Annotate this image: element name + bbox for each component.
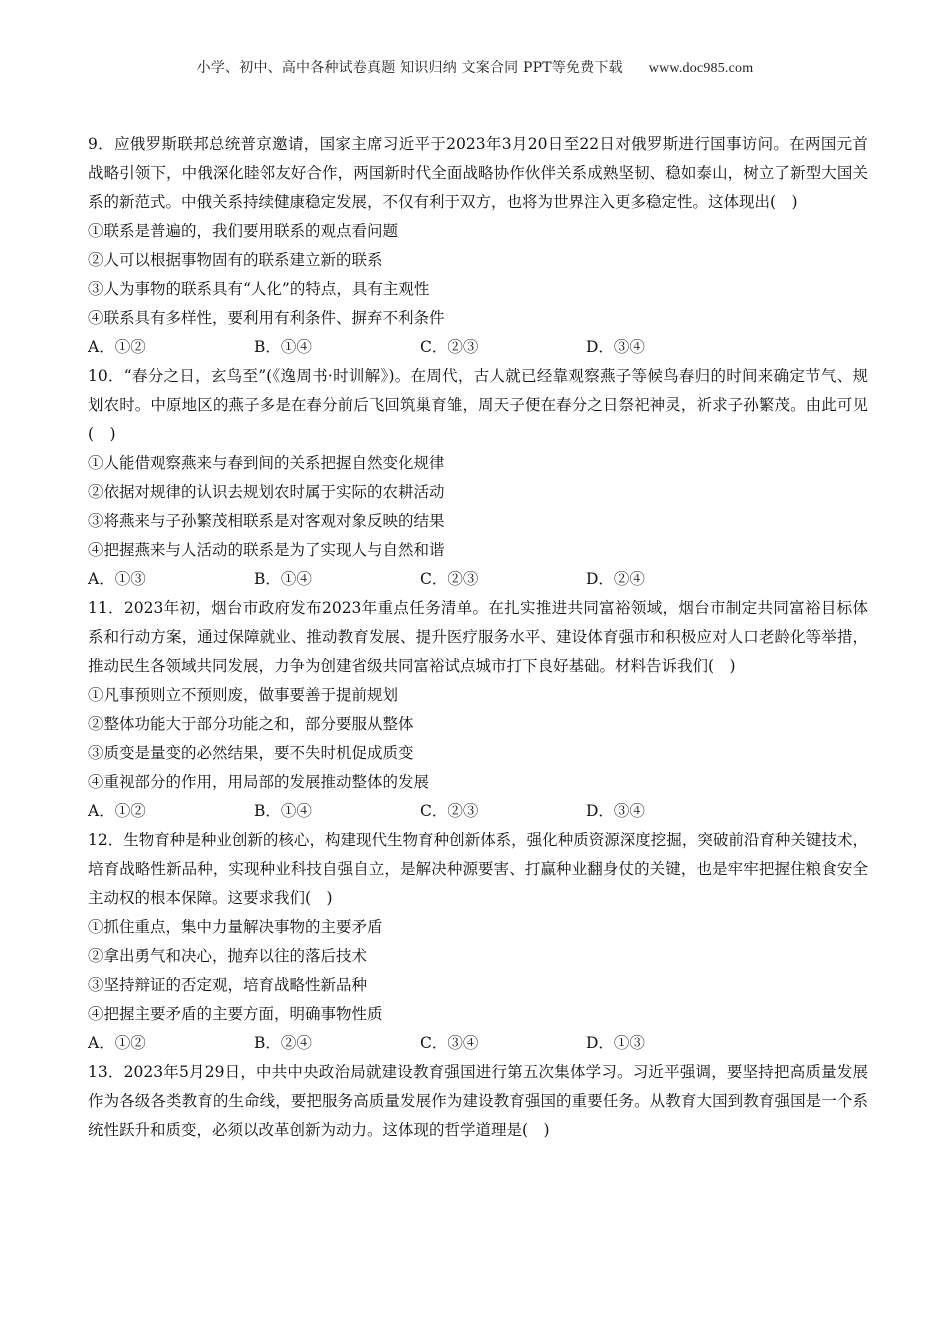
statement-2: ②整体功能大于部分功能之和，部分要服从整体 <box>88 715 414 733</box>
question-stem: 12．生物育种是种业创新的核心，构建现代生物育种创新体系，强化种质资源深度挖掘，突破前沿育种关键技术，培育战略性新品种，实现种业科技自强自立，是解决种源要害、打赢种业翻身仗的关键，也是牢牢把握住粮食安全主动权的根本保障。这要求我们( ) <box>88 831 868 907</box>
choice-b: B．①④ <box>254 338 312 356</box>
header-site[interactable]: www.doc985.com <box>648 61 754 76</box>
statement-1: ①联系是普遍的，我们要用联系的观点看问题 <box>88 222 399 240</box>
header-text: 小学、初中、高中各种试卷真题 知识归纳 文案合同 PPT等免费下载 <box>196 60 623 76</box>
question-9 <box>88 130 868 362</box>
statement-4: ④把握主要矛盾的主要方面，明确事物性质 <box>88 1005 383 1023</box>
question-12 <box>88 826 868 1058</box>
answer-choices <box>88 333 868 362</box>
answer-choices <box>88 1029 868 1058</box>
choice-a: A．①② <box>88 802 146 820</box>
statement-3: ③坚持辩证的否定观，培育战略性新品种 <box>88 976 368 994</box>
question-stem: 13．2023年5月29日，中共中央政治局就建设教育强国进行第五次集体学习。习近平强调，要坚持把高质量发展作为各级各类教育的生命线，要把服务高质量发展作为建设教育强国的重要任务。从教育大国到教育强国是一个系统性跃升和质变，必须以改革创新为动力。这体现的哲学道理是( ) <box>88 1063 868 1139</box>
question-13 <box>88 1058 868 1145</box>
statement-1: ①人能借观察燕来与春到间的关系把握自然变化规律 <box>88 454 445 472</box>
choice-a: A．①③ <box>88 570 146 588</box>
answer-choices <box>88 565 868 594</box>
choice-a: A．①② <box>88 338 146 356</box>
statement-2: ②依据对规律的认识去规划农时属于实际的农耕活动 <box>88 483 445 501</box>
choice-c: C．③④ <box>420 1034 479 1052</box>
statement-1: ①凡事预则立不预则废，做事要善于提前规划 <box>88 686 399 704</box>
choice-b: B．②④ <box>254 1034 312 1052</box>
statement-2: ②人可以根据事物固有的联系建立新的联系 <box>88 251 383 269</box>
statement-3: ③将燕来与子孙繁茂相联系是对客观对象反映的结果 <box>88 512 445 530</box>
statement-1: ①抓住重点，集中力量解决事物的主要矛盾 <box>88 918 383 936</box>
answer-choices <box>88 797 868 826</box>
choice-d: D．①③ <box>586 1034 645 1052</box>
statement-2: ②拿出勇气和决心，抛弃以往的落后技术 <box>88 947 368 965</box>
question-10 <box>88 362 868 594</box>
question-stem: 11．2023年初，烟台市政府发布2023年重点任务清单。在扎实推进共同富裕领域，烟台市制定共同富裕目标体系和行动方案，通过保障就业、推动教育发展、提升医疗服务水平、建设体育强市和积极应对人口老龄化等举措，推动民生各领域共同发展，力争为创建省级共同富裕试点城市打下良好基础。材料告诉我们( ) <box>88 599 868 675</box>
page-header <box>0 57 950 77</box>
statement-4: ④联系具有多样性，要利用有利条件、摒弃不利条件 <box>88 309 445 327</box>
statement-4: ④把握燕来与人活动的联系是为了实现人与自然和谐 <box>88 541 445 559</box>
choice-b: B．①④ <box>254 802 312 820</box>
choice-b: B．①④ <box>254 570 312 588</box>
choice-c: C．②③ <box>420 570 479 588</box>
choice-c: C．②③ <box>420 802 479 820</box>
question-stem: 10．“春分之日，玄鸟至”(《逸周书·时训解》)。在周代，古人就已经靠观察燕子等候鸟春归的时间来确定节气、规划农时。中原地区的燕子多是在春分前后飞回筑巢育雏，周天子便在春分之日祭祀神灵，祈求子孙繁茂。由此可见( ) <box>88 367 868 443</box>
question-stem: 9．应俄罗斯联邦总统普京邀请，国家主席习近平于2023年3月20日至22日对俄罗斯进行国事访问。在两国元首战略引领下，中俄深化睦邻友好合作，两国新时代全面战略协作伙伴关系成熟坚韧、稳如泰山，树立了新型大国关系的新范式。中俄关系持续健康稳定发展，不仅有利于双方，也将为世界注入更多稳定性。这体现出( ) <box>88 135 868 211</box>
question-list <box>88 130 868 1145</box>
choice-d: D．③④ <box>586 338 645 356</box>
choice-d: D．②④ <box>586 570 645 588</box>
question-11 <box>88 594 868 826</box>
statement-4: ④重视部分的作用，用局部的发展推动整体的发展 <box>88 773 430 791</box>
choice-c: C．②③ <box>420 338 479 356</box>
statement-3: ③质变是量变的必然结果，要不失时机促成质变 <box>88 744 414 762</box>
choice-a: A．①② <box>88 1034 146 1052</box>
statement-3: ③人为事物的联系具有“人化”的特点，具有主观性 <box>88 280 430 298</box>
choice-d: D．③④ <box>586 802 645 820</box>
